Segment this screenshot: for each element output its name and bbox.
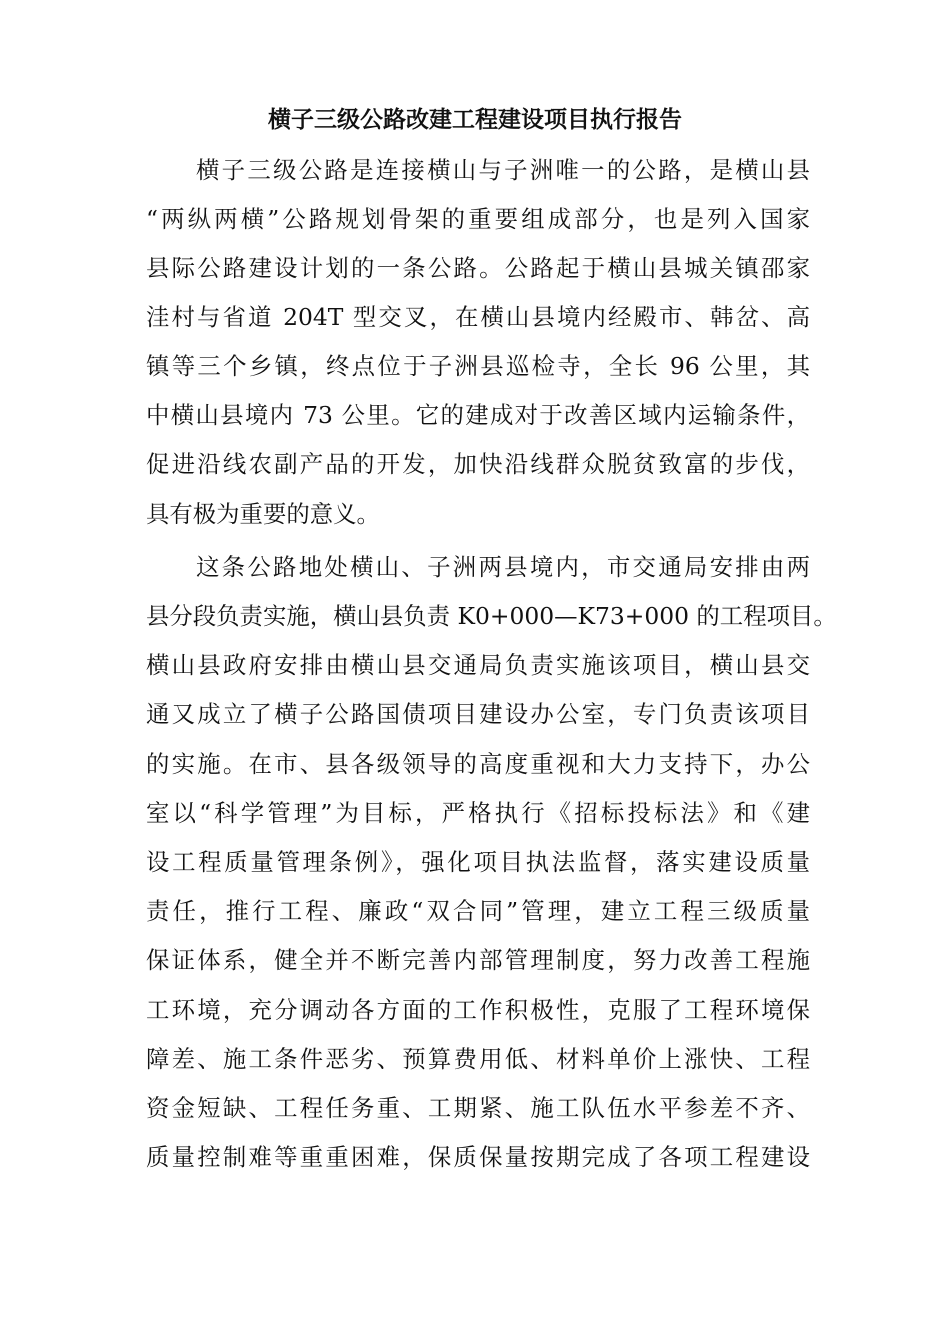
paragraph-2-line-4: 通又成立了横子公路国债项目建设办公室，专门负责该项目 — [146, 700, 810, 728]
paragraph-2-line-8: 责任，推行工程、廉政“双合同”管理，建立工程三级质量 — [146, 897, 810, 925]
paragraph-1-line-2: “两纵两横”公路规划骨架的重要组成部分，也是列入国家 — [146, 205, 810, 233]
paragraph-2-line-13: 质量控制难等重重困难，保质保量按期完成了各项工程建设 — [146, 1143, 810, 1171]
paragraph-2-line-2: 县分段负责实施，横山县负责 K0+000—K73+000 的工程项目。 — [146, 602, 837, 630]
paragraph-2-line-9: 保证体系，健全并不断完善内部管理制度，努力改善工程施 — [146, 946, 810, 974]
paragraph-1-line-1: 横子三级公路是连接横山与子洲唯一的公路，是横山县 — [196, 156, 810, 184]
paragraph-2-line-3: 横山县政府安排由横山县交通局负责实施该项目，横山县交 — [146, 651, 810, 679]
paragraph-1-line-7: 促进沿线农副产品的开发，加快沿线群众脱贫致富的步伐， — [146, 450, 810, 478]
paragraph-1-line-8: 具有极为重要的意义。 — [146, 500, 380, 528]
paragraph-2-line-1: 这条公路地处横山、子洲两县境内，市交通局安排由两 — [196, 553, 810, 581]
paragraph-1-line-6: 中横山县境内 73 公里。它的建成对于改善区域内运输条件， — [146, 401, 810, 429]
document-title: 横子三级公路改建工程建设项目执行报告 — [268, 107, 682, 133]
paragraph-2-line-5: 的实施。在市、县各级领导的高度重视和大力支持下，办公 — [146, 750, 810, 778]
paragraph-1-line-5: 镇等三个乡镇，终点位于子洲县巡检寺，全长 96 公里，其 — [146, 352, 810, 380]
paragraph-2-line-10: 工环境，充分调动各方面的工作积极性，克服了工程环境保 — [146, 996, 810, 1024]
paragraph-2-line-11: 障差、施工条件恶劣、预算费用低、材料单价上涨快、工程 — [146, 1045, 810, 1073]
paragraph-1-line-3: 县际公路建设计划的一条公路。公路起于横山县城关镇邵家 — [146, 254, 810, 282]
paragraph-2-line-6: 室以“科学管理”为目标，严格执行《招标投标法》和《建 — [146, 799, 810, 827]
paragraph-1-line-4: 洼村与省道 204T 型交叉，在横山县境内经殿市、韩岔、高 — [146, 303, 810, 331]
paragraph-2-line-12: 资金短缺、工程任务重、工期紧、施工队伍水平参差不齐、 — [146, 1094, 810, 1122]
paragraph-2-line-7: 设工程质量管理条例》，强化项目执法监督，落实建设质量 — [146, 848, 810, 876]
